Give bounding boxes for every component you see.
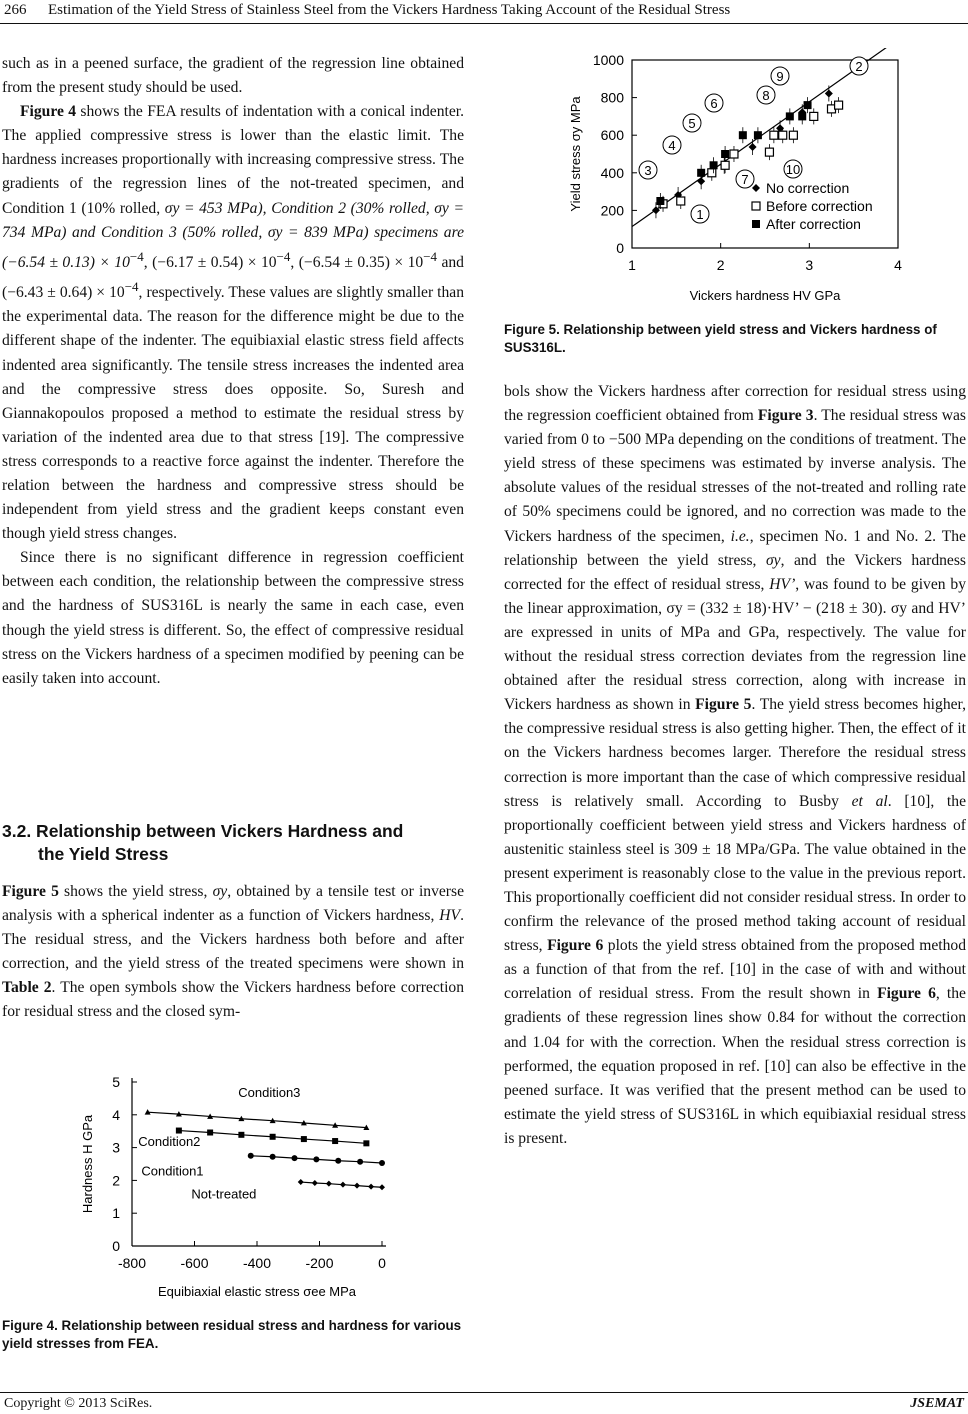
section-heading-line2: the Yield Stress xyxy=(38,844,169,864)
text-run: bols show the Vickers hardness after correction for residual stress using the regression coefficient obtained from xyxy=(504,383,966,425)
x-tick-label: -400 xyxy=(242,1255,272,1271)
paragraph xyxy=(504,380,966,1151)
series-label: Condition2 xyxy=(138,1133,201,1149)
table-ref: Table 2 xyxy=(2,979,52,997)
text-run: plots the yield stress obtained from the proposed method as a function of that from the ref. [10] in the case of with and without correlation of residual stress. From the result shown in xyxy=(504,937,967,1003)
right-column xyxy=(504,380,966,1151)
x-axis-label: Vickers hardness HV GPa xyxy=(689,288,841,303)
data-point xyxy=(357,1159,363,1165)
y-tick-label: 0 xyxy=(112,1238,120,1254)
point-label: 3 xyxy=(644,163,652,178)
x-tick-label: 4 xyxy=(894,257,902,273)
data-point xyxy=(270,1154,276,1160)
point-label: 2 xyxy=(855,59,863,74)
y-tick-label: 2 xyxy=(112,1172,120,1189)
page-header xyxy=(0,0,968,24)
text-run: , and the Vickers hardness corrected for the effect of residual stress, xyxy=(504,551,966,593)
series-label: Condition1 xyxy=(141,1163,204,1179)
data-point xyxy=(354,1183,360,1189)
exponent: −4 xyxy=(423,248,438,264)
data-point xyxy=(379,1160,385,1166)
journal-name: JSEMAT xyxy=(910,1396,964,1411)
figure-ref: Figure 6 xyxy=(877,985,936,1003)
point-label: 10 xyxy=(785,162,801,177)
data-point xyxy=(301,1136,307,1142)
data-point xyxy=(786,112,794,120)
data-point xyxy=(710,161,718,169)
text-run: et al xyxy=(851,792,888,810)
legend-marker xyxy=(752,220,760,228)
legend-label: No correction xyxy=(766,180,850,196)
y-tick-label: 0 xyxy=(616,240,624,256)
text-run: shows the FEA results of indentation with a conical indenter. The applied compressive stress is lower than the elastic limit. The hardness increases proportionally with increasing compressive stress. The gradients of the regression lines of the not-treated specimen, and Condition 1 (10% rolled, xyxy=(2,103,465,217)
figure-ref: Figure 3 xyxy=(757,407,814,425)
point-label: 8 xyxy=(762,88,770,103)
data-point xyxy=(335,1158,341,1164)
data-point xyxy=(340,1182,346,1188)
figure-ref: Figure 5 xyxy=(695,696,752,714)
data-point xyxy=(326,1181,332,1187)
legend-marker xyxy=(752,184,760,192)
point-label: 7 xyxy=(741,172,749,187)
figure-4 xyxy=(76,1062,396,1312)
footer-rule xyxy=(0,1392,968,1393)
x-axis-label: Equibiaxial elastic stress σee MPa xyxy=(157,1284,357,1299)
exponent: −4 xyxy=(276,248,291,264)
data-point xyxy=(835,101,843,109)
data-point xyxy=(708,169,716,177)
paragraph xyxy=(2,100,464,546)
y-tick-label: 600 xyxy=(600,127,624,144)
y-tick-label: 5 xyxy=(112,1074,120,1090)
data-point xyxy=(721,161,729,169)
data-point xyxy=(798,112,806,120)
legend-marker xyxy=(752,202,760,210)
y-axis-label: Hardness H GPa xyxy=(80,1114,95,1214)
text-run: , (−6.17 ± 0.54) × 10 xyxy=(143,253,277,271)
y-tick-label: 3 xyxy=(112,1139,120,1156)
paragraph xyxy=(2,880,464,1025)
y-tick-label: 1000 xyxy=(592,52,624,68)
left-column-lower xyxy=(2,880,464,1025)
data-point xyxy=(779,131,787,139)
left-column-upper xyxy=(2,52,464,691)
x-tick-label: 3 xyxy=(805,257,814,273)
section-heading xyxy=(2,820,464,866)
y-tick-label: 400 xyxy=(600,164,624,181)
text-run: σy = 839 MPa) specimens are (−6.54 ± 0.13) × 10 xyxy=(2,223,464,271)
text-run: and (−6.43 ± 0.64) × 10 xyxy=(2,253,464,302)
text-run: σy = 453 MPa), Condition 2 (30% rolled, xyxy=(164,199,435,217)
y-tick-label: 1 xyxy=(112,1205,120,1222)
symbol: σy xyxy=(212,883,228,900)
point-label: 5 xyxy=(688,116,696,131)
legend-label: Before correction xyxy=(766,198,873,214)
paragraph: such as in a peened surface, the gradient of the regression line obtained from the present study should be used. xyxy=(2,55,464,97)
figure-5-chart xyxy=(560,48,912,310)
data-point xyxy=(730,150,738,158)
x-tick-label: 0 xyxy=(378,1255,386,1271)
text-run: shows the yield stress, xyxy=(58,883,213,900)
data-point xyxy=(270,1134,276,1140)
page-number: 266 xyxy=(4,2,27,18)
x-tick-label: 2 xyxy=(716,257,725,273)
data-point xyxy=(379,1184,385,1190)
data-point xyxy=(292,1155,298,1161)
text-run: . The yield stress becomes higher, the compressive residual stress is also getting higher. Then, the effect of it on the Vickers hardness becomes larger. Therefore the residual stress correction is more important than the case of which compressive residual stress is relatively small. According to Busby xyxy=(504,696,966,810)
data-point xyxy=(248,1153,254,1159)
y-tick-label: 200 xyxy=(600,202,624,219)
y-tick-label: 4 xyxy=(112,1106,120,1123)
legend-label: After correction xyxy=(766,216,861,232)
copyright: Copyright © 2013 SciRes. xyxy=(4,1396,153,1411)
data-point xyxy=(804,101,812,109)
data-point xyxy=(765,148,773,156)
data-point xyxy=(754,131,762,139)
figure-ref: Figure 6 xyxy=(547,937,604,955)
point-label: 9 xyxy=(776,69,784,84)
text-run: , obtained by a tensile test or inverse analysis with a spherical indenter as a function of Vickers hardness, xyxy=(2,883,464,925)
text-run: , (−6.54 ± 0.35) × 10 xyxy=(290,253,424,271)
x-tick-label: -600 xyxy=(180,1255,209,1271)
text-run: . The open symbols show the Vickers hardness before correction for residual stress and the closed sym- xyxy=(2,979,464,1021)
text-run: , specimen No. 1 and No. 2. The relationship between the yield stress, xyxy=(504,527,966,569)
figure-4-chart xyxy=(76,1062,396,1312)
data-point xyxy=(363,1140,369,1146)
figure-4-caption: Figure 4. Relationship between residual stress and hardness for various yield stresses from FEA. xyxy=(2,1318,462,1351)
data-point xyxy=(312,1180,318,1186)
symbol: σy xyxy=(765,551,781,569)
paragraph: Since there is no significant difference in regression coefficient between each condition, the relationship between the compressive stress and the hardness of SUS316L is nearly the same in each case, even though the yield stress is different. So, the effect of compressive residual stress on the Vickers hardness of a specimen modified by peening can be easily taken into account. xyxy=(2,549,464,687)
data-point xyxy=(697,169,705,177)
text-run: , respectively. These values are slightly smaller than the experimental data. The reason for the difference might be due to the different shape of the indenter. The equibiaxial elastic stress field affects indented area significantly. The tensile stress increases the indented area and the compressive stress does opposite. So, Suresh and Giannakopoulos proposed a method to estimate the residual stress by variation of the indented area due to that stress [19]. The compressive stress corresponds to a reactive force against the indenter. Therefore the relation between the hardness and compressive stress should be independent from yield stress and the gradient keeps constant even though yield stress changes. xyxy=(2,284,464,543)
series-label: Not-treated xyxy=(191,1186,257,1202)
data-point xyxy=(721,150,729,158)
series-label: Condition3 xyxy=(238,1084,301,1100)
figure-5-caption: Figure 5. Relationship between yield stress and Vickers hardness of SUS316L. xyxy=(504,322,937,355)
section-heading-line1: 3.2. Relationship between Vickers Hardness and xyxy=(2,821,404,841)
header-rule xyxy=(0,23,968,24)
text-run: σy = 734 MPa) and Condition 3 (50% rolled, xyxy=(2,199,464,241)
exponent: −4 xyxy=(124,279,139,295)
data-point xyxy=(207,1130,213,1136)
data-point xyxy=(770,131,778,139)
data-point xyxy=(789,131,797,139)
figure-ref: Figure 5 xyxy=(2,883,59,900)
symbol: HV xyxy=(439,907,461,925)
text-run: , the gradients of these regression lines show 0.84 for without the correction and 1.04 for with the correction. When the residual stress correction is performed, the equation proposed in ref. [10] can also be effective in the peened surface. It was verified that the present method can be used to estimate the yield stress of SUS316L in which equibiaxial residual stress is present. xyxy=(504,985,966,1147)
text-run: . The residual stress, and the Vickers hardness both before and after correction, and the yield stress of the treated specimens were shown in xyxy=(2,907,464,973)
x-tick-label: -800 xyxy=(117,1255,147,1271)
point-label: 1 xyxy=(696,207,704,222)
y-axis-label: Yield stress σy MPa xyxy=(568,96,583,212)
data-point xyxy=(313,1156,319,1162)
data-point xyxy=(298,1179,304,1185)
symbol: HV’ xyxy=(769,575,796,593)
x-tick-label: 1 xyxy=(628,257,636,273)
x-tick-label: -200 xyxy=(305,1255,334,1271)
text-run: i.e. xyxy=(730,527,750,545)
text-run: . [10], the proportionally coefficient between yield stress and Vickers hardness of austenitic stainless steel is 309 ± 18 MPa/GPa. The value obtained in the present experiment is reasonably close to the value in the previous report. This proportionally coefficient did not consider residual stress. In order to confirm the relevance of the prosed method taking account of residual stress, xyxy=(504,792,966,955)
data-point xyxy=(332,1138,338,1144)
text-run: , was found to be given by the linear approximation, σy = (332 ± 18)·HV’ − (218 ± 30). σy and HV’ are expressed in units of MPa and GPa, respectively. The value for without the residual stress correction deviates from the regression line obtained after the residual stress correction, along with increase in Vickers hardness as shown in xyxy=(504,575,966,714)
running-title: Estimation of the Yield Stress of Stainless Steel from the Vickers Hardness Taking Account of the Residual Stress xyxy=(48,2,731,18)
data-point xyxy=(739,131,747,139)
data-point xyxy=(176,1128,182,1134)
data-point xyxy=(368,1184,374,1190)
point-label: 6 xyxy=(710,96,718,111)
data-point xyxy=(677,197,685,205)
exponent: −4 xyxy=(129,248,144,264)
figure-ref: Figure 4 xyxy=(20,103,77,121)
point-label: 4 xyxy=(668,138,676,153)
y-tick-label: 800 xyxy=(600,89,624,106)
data-point xyxy=(238,1132,244,1138)
text-run: . The residual stress was varied from 0 to −500 MPa depending on the conditions of treatment. The yield stress of these specimens was estimated by inverse analysis. The absolute values of the residual stresses of the not-treated and rolling rate of 50% specimens could be ignored, and no correction was made to the Vickers hardness of the specimen, xyxy=(504,407,966,545)
data-point xyxy=(656,197,664,205)
figure-5 xyxy=(560,48,912,310)
data-point xyxy=(810,112,818,120)
